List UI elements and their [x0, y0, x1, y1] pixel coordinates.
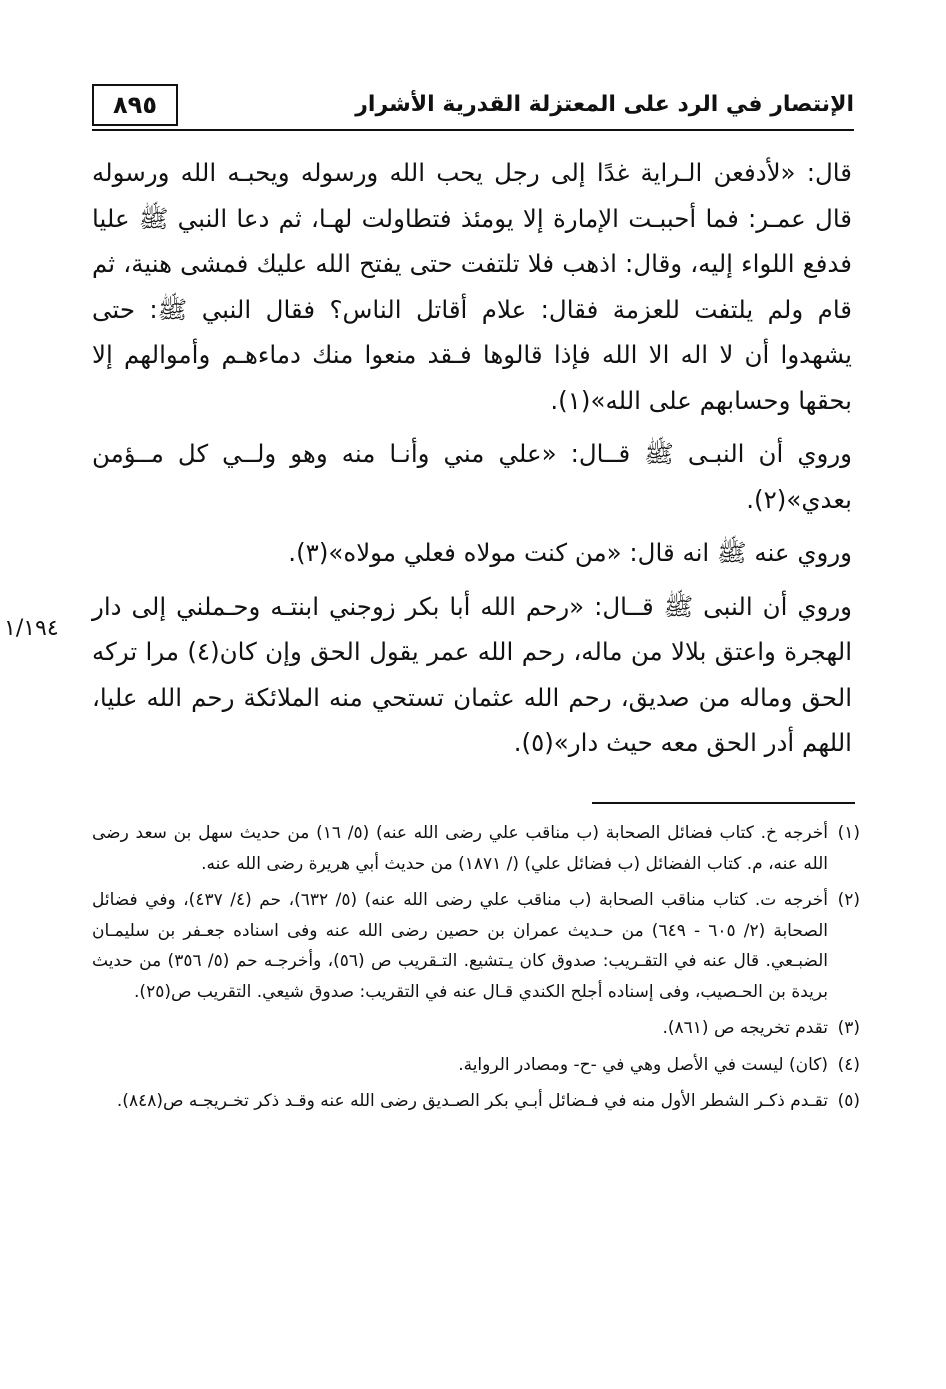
footnote-mark: (٤) — [837, 1054, 860, 1075]
footnote-5 — [92, 1086, 860, 1117]
footnote-mark: (٣) — [837, 1018, 860, 1038]
footnote-4 — [92, 1050, 860, 1081]
paragraph-2: وروي أن النبـى ﷺ قــال: «علي مني وأنـا منه وهو ولــي كل مــؤمن بعدي»(٢). — [92, 439, 852, 514]
running-title: الإنتصار في الرد على المعتزلة القدرية الأشرار — [355, 92, 854, 117]
footnote-text: تقـدم ذكـر الشطر الأول منه في فـضائل أبـي بكر الصـديق رضى الله عنه وقـد ذكر تخـريجـه ص(٨٤٨). — [116, 1091, 828, 1111]
footnotes — [92, 818, 860, 1123]
footnote-2 — [92, 885, 860, 1007]
page-number: ٨٩٥ — [92, 84, 178, 126]
header-divider — [92, 129, 854, 131]
paragraph-3: وروي عنه ﷺ انه قال: «من كنت مولاه فعلي مولاه»(٣). — [288, 538, 852, 567]
footnote-text: أخرجه خ. كتاب فضائل الصحابة (ب مناقب علي رضى الله عنه) (٥/ ١٦) من حديث سهل بن سعد رضى الله عنه، م. كتاب الفضائل (ب فضائل علي) (/ ١٨٧١) من حديث أبي هريرة رضى الله عنه. — [92, 823, 828, 874]
footnote-mark: (٥) — [837, 1091, 860, 1111]
paragraph-4: وروي أن النبى ﷺ قــال: «رحم الله أبا بكر زوجني ابنتـه وحـملني إلى دار الهجرة واعتق بلالا من ماله، رحم الله عمر يقول الحق وإن كان(٤) مرا تركه الحق وماله من صديق، رحم الله عثمان تستحي منه الملائكة رحم الله عليا، اللهم أدر الحق معه حيث دار»(٥). — [92, 591, 852, 757]
footnote-text: (كان) ليست في الأصل وهي في -ح- ومصادر الرواية. — [458, 1054, 828, 1075]
paragraph-1: قال: «لأدفعن الـراية غدًا إلى رجل يحب الله ورسوله ويحبـه الله ورسوله قال عمـر: فما أحببـت الإمارة إلا يومئذ فتطاولت لهـا، ثم دعا النبي ﷺ عليا فدفع اللواء إليه، وقال: اذهب فلا تلتفت حتى يفتح الله عليك فمشى هنية، ثم قام ولم يلتفت للعزمة فقال: علام أقاتل الناس؟ فقال النبي ﷺ: حتى يشهدوا أن لا اله الا الله فإذا قالوها فـقد منعوا منك دماءهـم وأموالهم إلا بحقها وحسابهم على الله»(١). — [92, 158, 852, 415]
footnote-1 — [92, 818, 860, 879]
main-text — [92, 150, 852, 774]
footnote-divider — [592, 802, 855, 804]
footnote-text: تقدم تخريجه ص (٨٦١). — [662, 1018, 828, 1038]
footnote-text: أخرجه ت. كتاب مناقب الصحابة (ب مناقب علي رضى الله عنه) (٥/ ٦٣٢)، حم (٤/ ٤٣٧)، وفي فضائل الصحابة (٢/ ٦٠٥ - ٦٤٩) من حـديث عمران بن حصين رضى الله عنه وفى اسناده جعـفر بن سليمـان الضبـعي. قال عنه في التقـريب: صدوق كان يـتشيع. التـقريب ص (٥٦)، وأخرجـه حم (٥/ ٣٥٦) من حديث بريدة بن الحـصيب، وفى إسناده أجلح الكندي قـال عنه في التقريب: صدوق شيعي. التقريب ص(٢٥). — [92, 890, 829, 1002]
footnote-mark: (٢) — [837, 890, 860, 910]
margin-folio-note: ١/١٩٤ — [4, 616, 59, 641]
footnote-mark: (١) — [837, 823, 860, 843]
footnote-3 — [92, 1013, 860, 1044]
